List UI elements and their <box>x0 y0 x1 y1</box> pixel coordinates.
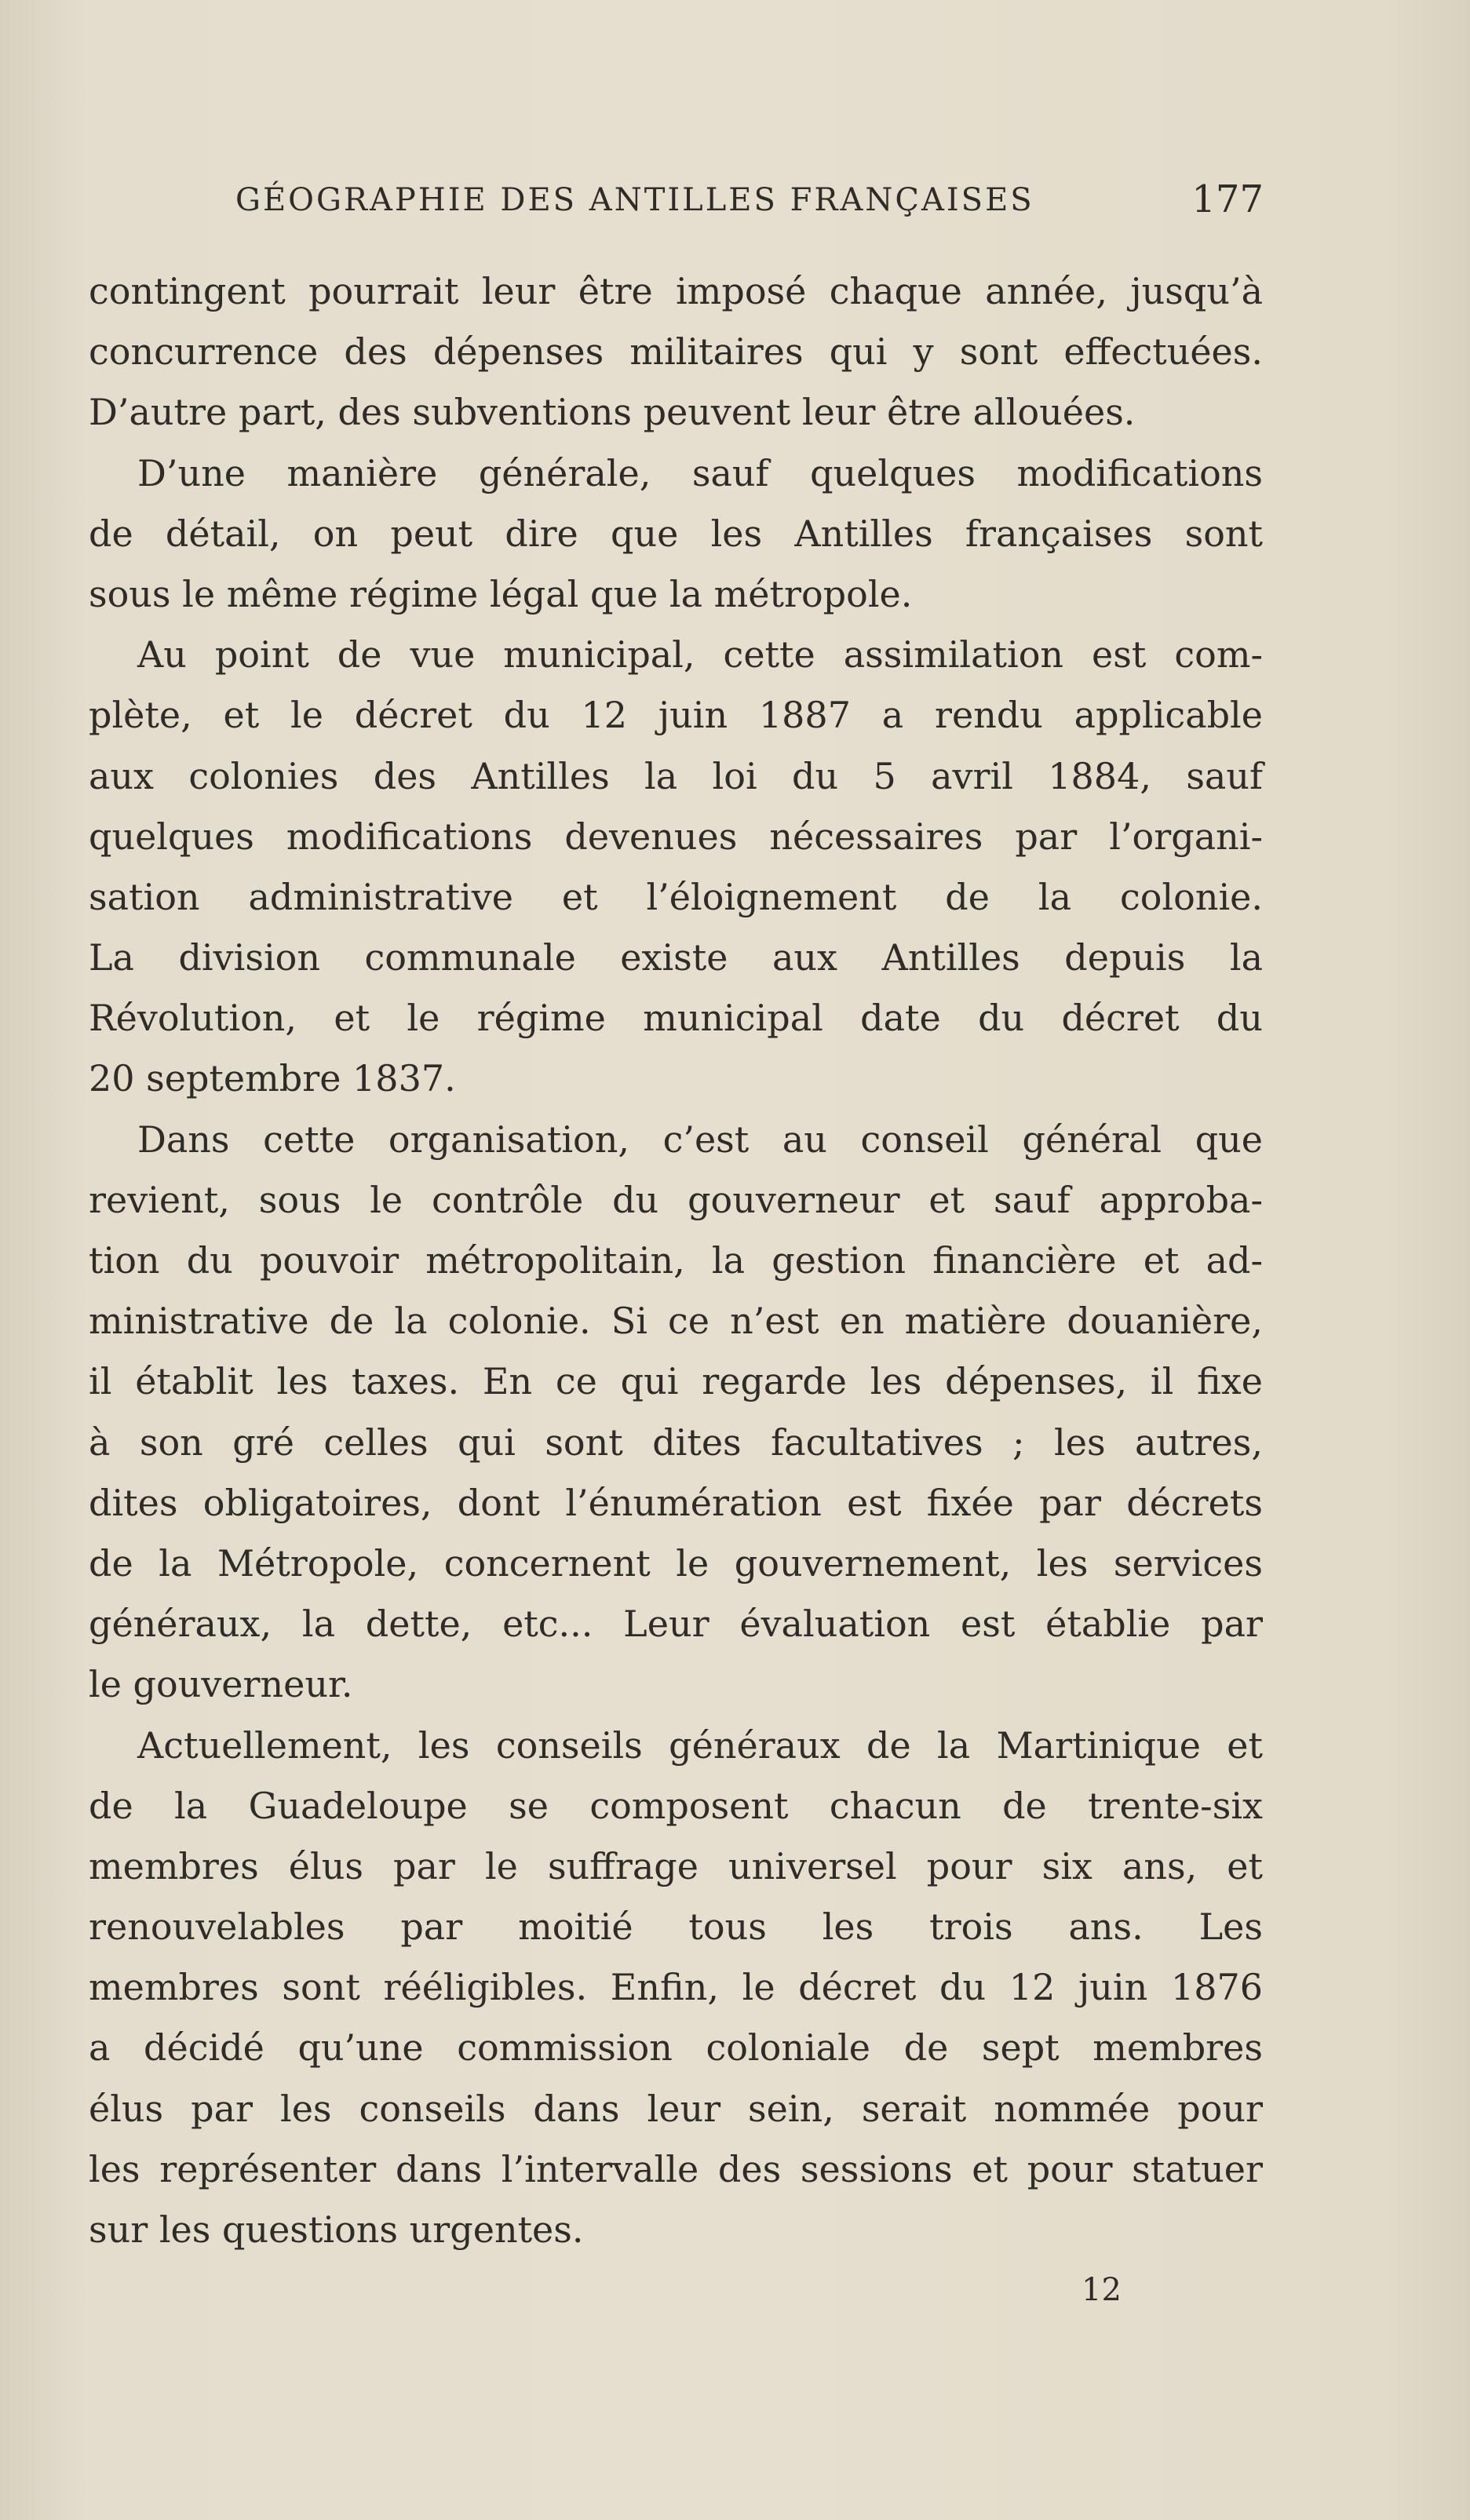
text-line: élus par les conseils dans leur sein, serait nommée pour <box>89 2087 1263 2130</box>
text-line: généraux, la dette, etc... Leur évaluation est établie par <box>89 1603 1263 1646</box>
body-text <box>89 261 1263 2260</box>
text-line: membres sont rééligibles. Enfin, le décret du 12 juin 1876 <box>89 1966 1263 2009</box>
text-line: 20 septembre 1837. <box>89 1057 456 1100</box>
text-line: Actuellement, les conseils généraux de la Martinique et <box>137 1723 1263 1767</box>
text-line: contingent pourrait leur être imposé chaque année, jusqu’à <box>89 270 1263 312</box>
text-line: renouvelables par moitié tous les trois ans. Les <box>89 1905 1263 1949</box>
text-line: ministrative de la colonie. Si ce n’est en matière douanière, <box>89 1300 1263 1343</box>
text-line: de détail, on peut dire que les Antilles françaises sont <box>89 512 1263 555</box>
text-line: D’autre part, des subventions peuvent leur être allouées. <box>89 391 1136 434</box>
text-line: aux colonies des Antilles la loi du 5 avril 1884, sauf <box>89 754 1263 797</box>
text-line: plète, et le décret du 12 juin 1887 a rendu applicable <box>89 694 1263 737</box>
text-line: sous le même régime légal que la métropole. <box>89 572 913 615</box>
text-line: revient, sous le contrôle du gouverneur et sauf approba- <box>89 1178 1263 1221</box>
paragraph <box>89 625 1263 1110</box>
text-line: sation administrative et l’éloignement de la colonie. <box>89 875 1263 918</box>
text-line: Révolution, et le régime municipal date du décret du <box>89 997 1263 1040</box>
running-header <box>235 177 1264 229</box>
text-line: de la Métropole, concernent le gouvernement, les services <box>89 1541 1263 1585</box>
text-line: Au point de vue municipal, cette assimilation est com- <box>137 633 1263 676</box>
page-number: 177 <box>1191 177 1264 221</box>
text-line: concurrence des dépenses militaires qui y sont effectuées. <box>89 330 1263 374</box>
text-line: La division communale existe aux Antilles depuis la <box>89 936 1263 979</box>
paragraph <box>89 1110 1263 1716</box>
text-line: dites obligatoires, dont l’énumération est fixée par décrets <box>89 1481 1263 1524</box>
header-title: GÉOGRAPHIE DES ANTILLES FRANÇAISES <box>235 182 1034 218</box>
text-line: le gouverneur. <box>89 1663 353 1706</box>
text-line: sur les questions urgentes. <box>89 2208 584 2251</box>
paragraph <box>89 261 1263 443</box>
text-line: les représenter dans l’intervalle des sessions et pour statuer <box>89 2147 1263 2190</box>
paragraph <box>89 1716 1263 2261</box>
text-line: quelques modifications devenues nécessaires par l’organi- <box>89 815 1263 858</box>
text-line: de la Guadeloupe se composent chacun de trente-six <box>89 1784 1263 1827</box>
paragraph <box>89 443 1263 625</box>
signature-mark: 12 <box>1082 2272 1122 2308</box>
text-line: il établit les taxes. En ce qui regarde les dépenses, il fixe <box>89 1360 1263 1403</box>
text-line: a décidé qu’une commission coloniale de sept membres <box>89 2026 1263 2070</box>
text-line: à son gré celles qui sont dites facultatives ; les autres, <box>89 1420 1263 1464</box>
text-line: membres élus par le suffrage universel pour six ans, et <box>89 1844 1263 1887</box>
text-line: D’une manière générale, sauf quelques modifications <box>137 451 1263 494</box>
text-line: tion du pouvoir métropolitain, la gestion financière et ad- <box>89 1239 1263 1282</box>
text-line: Dans cette organisation, c’est au conseil général que <box>137 1118 1263 1161</box>
